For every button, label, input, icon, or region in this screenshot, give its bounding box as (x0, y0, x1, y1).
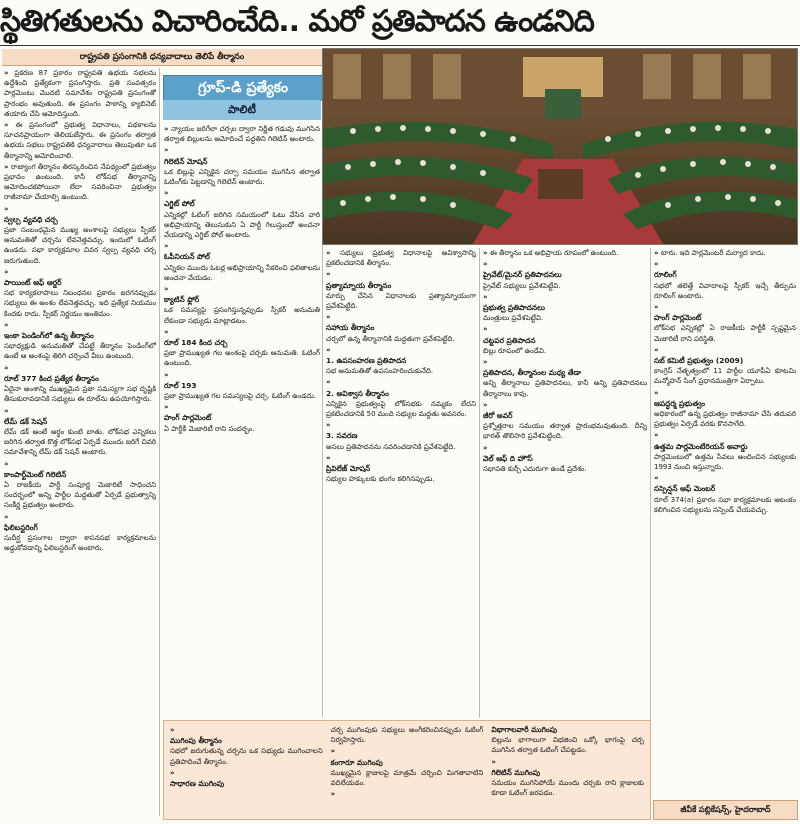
section-text: ఎన్నికైన ప్రభుత్వంపై లోక్‌సభకు నమ్మకం లేదని ప్రకటించడానికి 50 మంది సభ్యుల మద్దతు అవసరం. (326, 399, 476, 419)
section-heading: » ఇంకా పెండింగ్‌లో ఉన్న తీర్మానం (4, 331, 94, 341)
parliament-photo (322, 48, 798, 245)
section-text: మార్పు చేసిన విధానాలకు ప్రత్యామ్నాయంగా ప్రవేశపెట్టేది. (326, 291, 476, 311)
section-text: న్యాయం జరిగేలా చర్చల ద్వారా నిర్ణీత గడువు ముగిసిన తర్వాత బిల్లులను ఆమోదించే పద్ధతిని గిలెటిన్ అంటారు. (164, 125, 320, 144)
section-heading: » స్వల్ప వ్యవధి చర్చ (4, 214, 58, 224)
section-paragraph (164, 241, 320, 283)
section-text: ఏ రాజకీయ పార్టీ సంపూర్ణ మెజారిటీ సాధించని సందర్భంలో అన్ని పార్టీల మద్దతుతో ఏర్పడే ప్రభుత్వాన్ని సంకీర్ణ ప్రభుత్వం అంటారు. (4, 480, 156, 510)
section-text: అసలు ప్రతిపాదనను సవరించడానికి ప్రవేశపెట్టేది. (326, 442, 456, 451)
section-text: సుదీర్ఘ ప్రసంగాల ద్వారా శాసనసభ కార్యక్రమాలను అడ్డుకోవడాన్ని ఫిలిబస్టరింగ్ అంటారు. (4, 533, 156, 553)
section-heading: » ఎగ్జిట్ పోల్ (164, 199, 195, 209)
section-paragraph (326, 248, 476, 268)
section-heading: » కంగారూ ముగింపు (330, 757, 383, 767)
section-heading: » ప్రత్యామ్నాయ తీర్మానం (326, 280, 392, 290)
section-paragraph (483, 443, 647, 475)
paragraph: » ఈ ప్రసంగంలో ప్రభుత్వ విధానాలు, పథకాలను సూచనప్రాయంగా తెలియజేస్తారు. ఈ ప్రసంగం తర్వాత ఉభయ సభలు రాష్ట్రపతికి ధన్యవాదాలు తెలుపుతూ ఒక తీర్మానాన్ని ఆమోదించాలి. (4, 120, 156, 161)
section-heading: » ప్రభుత్వ ప్రతిపాదనలు (483, 303, 545, 313)
group-d-special-badge: గ్రూప్-డి ప్రత్యేకం (163, 75, 323, 101)
section-paragraph (326, 420, 476, 452)
paragraph: » ప్రకరణ 87 ప్రకారం రాష్ట్రపతి ఉభయ సభలను ఉద్దేశించి ప్రత్యేకంగా ప్రసంగిస్తారు. ప్రతి సంవత్సరం పార్లమెంటు మొదటి సమావేశం రాష్ట్రపతి ప్రసంగంతో ప్రారంభం అవుతుంది. ఈ ప్రసంగం పాఠాన్ని క్యాబినెట్ తయారు చేసి ఆమోదిస్తుంది. (4, 68, 156, 119)
section-heading: » చట్టపర ప్రతిపాదన (483, 335, 536, 345)
section-text: సభాపతి కుర్చీ ఎదురుగా ఉండే ప్రదేశం. (483, 465, 587, 474)
section-paragraph (654, 473, 796, 515)
section-paragraph (654, 388, 796, 430)
section-text: సభలో జరుగుతున్న చర్చను ఒక సభ్యుడు ముగించాలని ప్రతిపాదించే తీర్మానం. (170, 747, 323, 766)
section-text: చర్చలో ఉన్న తీర్మానానికి మద్దతుగా ప్రవేశపెట్టేది. (326, 334, 455, 343)
section-paragraph (326, 345, 476, 377)
section-heading: » కాంపార్ట్‌మెంట్ గిలెటిన్ (4, 469, 67, 479)
section-text: లోక్‌సభ ఎన్నికల్లో ఏ రాజకీయ పార్టీకీ స్పష్టమైన మెజారిటీ రాని పరిస్థితి. (654, 324, 796, 343)
section-text: బిల్లును భాగాలుగా విభజించి ఒక్కో భాగంపై చర్చ ముగిసిన తర్వాత ఓటింగ్ చేపట్టడం. (491, 736, 644, 755)
headline-rule (0, 45, 800, 46)
section-paragraph (164, 402, 320, 434)
section-heading: » ఉత్తమ పార్లమెంటేరియన్ అవార్డు (654, 441, 748, 451)
section-paragraph (326, 312, 476, 344)
section-heading: » రూల్ 377 కింద ప్రత్యేక తీర్మానం (4, 373, 99, 383)
section-paragraph (654, 345, 796, 387)
headline: స్థితిగతులను విచారించేది.. మరో ప్రతిపాదన ఉండనిది (0, 4, 594, 39)
section-text: ప్రజా ప్రాముఖ్యత గల అంశంపై చర్చకు అనుమతి. ఓటింగ్ ఉంటుంది. (164, 349, 320, 368)
section-heading: » గిలెటిన్ ముగింపు (491, 767, 541, 777)
publisher-credit: జీవీకే పబ్లికేషన్స్, హైదరాబాద్ (653, 800, 798, 820)
section-text: ప్రజా ప్రాముఖ్యత గల సమస్యలపై చర్చ. ఓటింగ్ ఉండదు. (164, 392, 317, 401)
section-heading: » ప్రతిపాదన, తీర్మానంల మధ్య తేడా (483, 368, 582, 378)
section-heading: » 3. సవరణ (326, 431, 358, 441)
section-heading: » వెల్ ఆఫ్ ది హౌస్ (483, 453, 533, 463)
section-text: ఏ పార్టీకీ మెజారిటీ రాని సందర్భం. (164, 424, 255, 433)
section-list (483, 248, 647, 474)
section-text: ఒక బిల్లుపై ఎన్నికైన చర్చా సమయం ముగిసిన తర్వాత ఓటింగ్‌కు పెట్టడాన్ని గిలెటిన్ అంటారు. (164, 167, 320, 187)
section-heading: » హంగ్ పార్లమెంట్ (164, 413, 212, 423)
section-list (170, 725, 644, 799)
section-heading: » లేమ్ డక్ సెషన్ (4, 416, 48, 426)
section-text: ప్రజా సంబంధమైన ముఖ్య అంశాలపై సభ్యులు స్పీకర్ అనుమతితో చర్చను లేవనెత్తవచ్చు. ఇందులో ఓటింగ్ ఉండదు. సభా కార్యక్రమాల చివర స్వల్ప వ్యవధి చర్చ జరుగుతుంది. (4, 226, 156, 265)
section-paragraph (483, 259, 647, 291)
section-text: సభ్యుల హక్కులకు భంగం కలిగినప్పుడు. (326, 475, 435, 484)
section-text: ఒక సమస్యపై ప్రసంగిస్తున్నప్పుడు స్పీకర్ అనుమతి లేకుండా సభ్యుడు మాట్లాడటం. (164, 306, 320, 325)
section-strip-title: రాష్ట్రపతి ప్రసంగానికి ధన్యవాదాలు తెలిపే తీర్మానం (2, 49, 322, 66)
column-divider (159, 68, 160, 816)
section-paragraph (483, 324, 647, 356)
section-heading: » రూల్ 184 కింద చర్చ (164, 338, 228, 348)
section-paragraph (4, 459, 156, 511)
section-heading: » సహాయ తీర్మానం (326, 323, 375, 333)
section-heading: » సబ్ కమిటీ ప్రభుత్వం (2009) (654, 356, 744, 366)
polity-badge: పాలిటీ (163, 100, 321, 120)
column-divider (322, 245, 323, 717)
section-heading: » 2. అవిశ్వాస తీర్మానం (326, 388, 389, 398)
section-paragraph (4, 363, 156, 405)
section-paragraph (654, 430, 796, 472)
section-heading: » సస్పెన్షన్ ఆఫ్ మెంబర్ (654, 484, 716, 494)
section-heading: » గిలెటిన్ మోషన్ (164, 156, 208, 166)
section-paragraph (164, 145, 320, 187)
section-paragraph (164, 124, 320, 144)
section-paragraph (483, 357, 647, 399)
section-paragraph (491, 757, 644, 799)
section-paragraph (4, 406, 156, 458)
section-heading: » ఓపీనియన్ పోల్ (164, 252, 210, 262)
section-paragraph (483, 400, 647, 442)
section-text: ముఖ్యమైన క్లాజులపై మాత్రమే చర్చించి మిగతావాటిని వదిలేయడం. (330, 768, 484, 788)
section-text: సభ అనుమతితో ఉపసంహరించుకునేది. (326, 367, 434, 376)
section-text: ప్రైవేట్ సభ్యులు ప్రవేశపెట్టేవి. (483, 281, 561, 290)
section-heading: » విభాగాలవారీ ముగింపు (491, 725, 558, 734)
section-heading: » సాధారణ ముగింపు (170, 779, 225, 789)
section-text: కాంగ్రెస్ నేతృత్వంలో 11 పార్టీల యూపీఏ కూటమి మన్మోహన్ సింగ్ ప్రధానమంత్రిగా ఏర్పాటు. (654, 367, 796, 386)
section-text: రూల్ 374(a) ప్రకారం సభా కార్యక్రమాలకు ఆటంకం కలిగించిన సభ్యులను సస్పెండ్ చేయవచ్చు. (654, 495, 796, 514)
bottom-box-text (170, 725, 644, 815)
section-heading: » ఆపద్ధర్మ ప్రభుత్వం (654, 398, 706, 408)
section-list (326, 248, 476, 484)
section-heading: » క్యాటిన్ ఫ్లోర్ (164, 295, 200, 305)
section-heading: » 1. ఉపసంహరణ ప్రతిపాదన (326, 356, 407, 366)
section-paragraph (164, 188, 320, 240)
section-text: చర్చ ముగింపుకు సభ్యులు అంగీకరించినప్పుడు ఓటింగ్ నిర్వహిస్తారు. (330, 726, 484, 745)
section-text: ఏదైనా అంశాన్ని ముఖ్యమైన ప్రజా సమస్యగా సభ దృష్టికి తీసుకురావడానికి సభ్యులు ఈ రూల్‌ను ఉపయోగిస్తారు. (4, 385, 156, 404)
section-text: సభ కార్యకలాపాలు నిబంధనల ప్రకారం జరగనప్పుడు సభ్యులు ఈ అంశం లేవనెత్తవచ్చు. ఇది ప్రత్యేక నియమం కిందకు రాదు. స్పీకర్ నిర్ణయం అంతిమం. (4, 289, 156, 318)
section-text: అన్ని తీర్మానాలు ప్రతిపాదనలు, కానీ అన్ని ప్రతిపాదనలు తీర్మానాలు కావు. (483, 379, 647, 398)
section-text: పార్లమెంటులో ఉత్తమ సేవలు అందించిన సభ్యులకు 1993 నుంచి ఇస్తున్నారు. (654, 452, 796, 472)
section-paragraph (326, 453, 476, 485)
section-paragraph (331, 746, 484, 788)
section-text: టారు. ఇది పార్లమెంటరీ మర్యాద కాదు. (660, 249, 766, 257)
column-3 (326, 248, 476, 718)
section-list (164, 124, 320, 434)
section-heading: » ముగింపు తీర్మానం (170, 736, 222, 746)
section-paragraph (483, 292, 647, 324)
section-paragraph (4, 267, 156, 319)
section-text: ప్రశ్నోత్తరాల సమయం తర్వాత ప్రారంభమవుతుంది. దీన్ని భారత్ తొలిసారి ప్రవేశపెట్టింది. (483, 422, 647, 441)
section-text: సమయం ముగిసిపోయే ముందు చర్చకు రాని క్లాజులకు కూడా ఓటింగ్ జరపడం. (491, 779, 644, 798)
section-heading: » పాయింట్ ఆఫ్ ఆర్డర్ (4, 278, 62, 288)
section-paragraph (483, 248, 647, 258)
column-5 (654, 248, 796, 796)
section-paragraph (164, 327, 320, 369)
section-text: ఎన్నికల్లో ఓటింగ్ జరిగిన సమయంలో ఓటు వేసిన వారి అభిప్రాయాన్ని తెలుసుకుని ఏ పార్టీ గెలుస్తుందో అంచనా వేయడాన్ని ఎగ్జిట్ పోల్ అంటారు. (164, 210, 320, 240)
section-paragraph (4, 320, 156, 362)
section-text: సభలో తలెత్తే వివాదాలపై స్పీకర్ ఇచ్చే తీర్పును రూలింగ్ అంటారు. (654, 281, 796, 300)
motion-closure-box (163, 720, 651, 820)
section-paragraph (654, 302, 796, 344)
column-divider (479, 248, 480, 718)
section-paragraph (164, 284, 320, 326)
section-heading: » ప్రైవేట్/మైనర్ ప్రతిపాదనలు (483, 270, 562, 280)
section-heading: » ప్రివిలేజ్ మోషన్ (326, 464, 371, 474)
column-1 (4, 68, 156, 816)
column-2 (164, 124, 320, 718)
section-heading: » రూలింగ్ (654, 270, 677, 280)
section-text: సభాధ్యక్షుడి అనుమతితో చేపట్టే తీర్మానం పెండింగ్‌లో ఉంటే ఆ అంశంపై తిరిగి చర్చించే వీలు ఉంటుంది. (4, 342, 156, 361)
section-heading: » ఫిలిబస్టరింగ్ (4, 522, 38, 532)
parliament-illustration (323, 49, 797, 244)
section-paragraph (4, 204, 156, 266)
section-paragraph (654, 259, 796, 301)
section-paragraph (164, 370, 320, 402)
section-text: లేమ్ డక్ అంటే అర్థం కుంటి బాతు. లోక్‌సభ ఎన్నికలు జరిగిన తర్వాత కొత్త లోక్‌సభ ఏర్పడే ముందు జరిగే చివరి సమావేశాన్ని లేమ్ డక్ సెషన్ అంటారు. (4, 427, 156, 457)
section-list (654, 248, 796, 515)
section-paragraph (654, 248, 796, 258)
section-paragraph (326, 377, 476, 419)
section-heading: » హంగ్ పార్లమెంట్ (654, 313, 702, 323)
column-4 (483, 248, 647, 718)
section-text: ఎన్నికల ముందు ఓటర్ల అభిప్రాయాన్ని సేకరించి ఫలితాలను అంచనా వేయడం. (164, 263, 320, 282)
section-paragraph (326, 269, 476, 311)
section-heading: » రూల్ 193 (164, 380, 197, 390)
section-list (4, 204, 156, 554)
section-heading: » జీరో అవర్ (483, 411, 513, 421)
section-paragraph (4, 512, 156, 554)
section-paragraph (170, 725, 323, 767)
paragraph: » రాజ్యాంగ తీర్మానం తిరస్కరించిన నేపథ్యంలో ప్రభుత్వం ప్రభావం ఉంటుంది. కానీ లోక్‌సభ తీర్మానాన్ని ఆమోదించకపోయినా లేదా సవరించినా ప్రభుత్వం రాజీనామా చేయాల్సి ఉంటుంది. (4, 162, 156, 203)
column-divider (650, 248, 651, 796)
section-text: అధికారంలో ఉన్న ప్రభుత్వం రాజీనామా చేసి తదుపరి ప్రభుత్వం ఏర్పడే వరకు కొనసాగేది. (654, 410, 796, 429)
section-text: ఈ తీర్మానం ఒక అభిప్రాయ రూపంలో ఉంటుంది. (489, 249, 619, 257)
section-text: మంత్రులు ప్రవేశపెట్టేవి. (483, 314, 544, 323)
section-text: సభ్యులు ప్రభుత్వ విధానాలపై అవిశ్వాసాన్ని ప్రకటించడానికి తీర్మానం. (326, 249, 476, 268)
section-text: బిల్లు రూపంలో ఉండేవి. (483, 346, 547, 355)
